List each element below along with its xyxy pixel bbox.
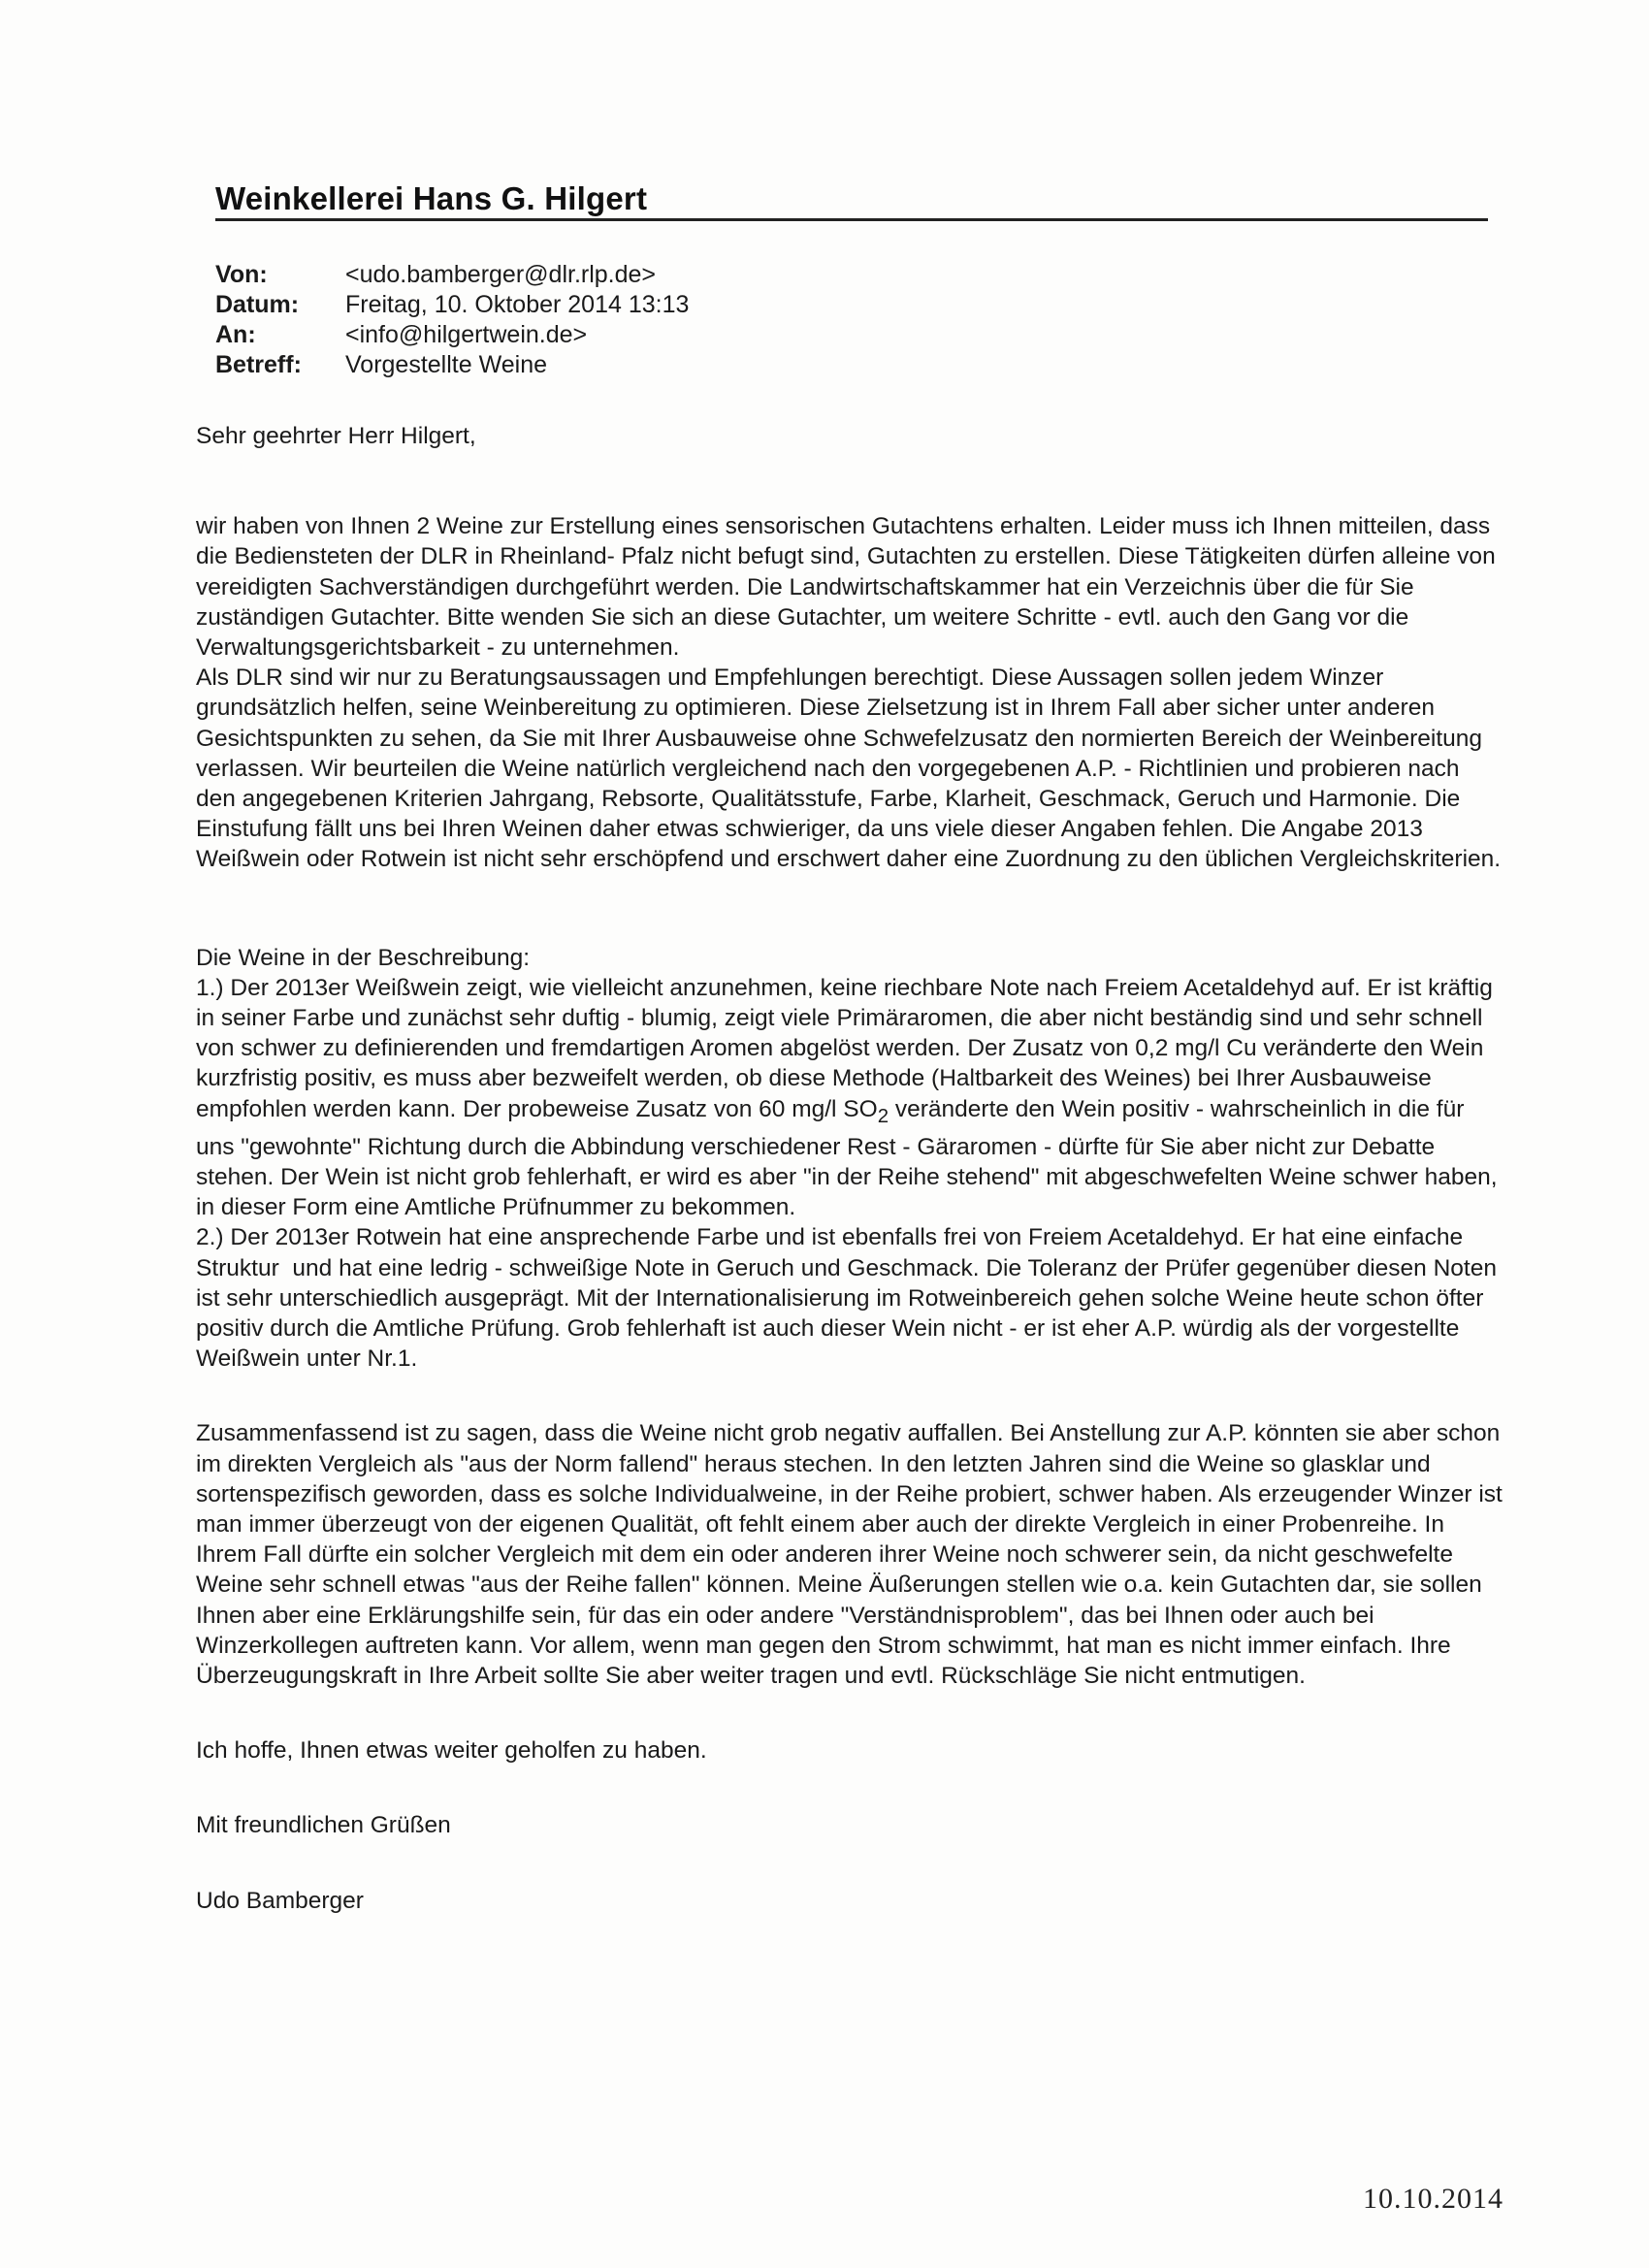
to-value: <info@hilgertwein.de>	[345, 321, 588, 348]
date-label: Datum:	[215, 291, 300, 318]
salutation: Sehr geehrter Herr Hilgert,	[196, 423, 476, 449]
wine-1-description	[196, 973, 1505, 1223]
date-stamp: 10.10.2014	[1363, 2183, 1504, 2215]
closing-greeting: Mit freundlichen Grüßen	[196, 1812, 451, 1839]
from-value: <udo.bamberger@dlr.rlp.de>	[345, 261, 657, 288]
description-heading: Die Weine in der Beschreibung:	[196, 944, 531, 971]
wine-2-description: 2.) Der 2013er Rotwein hat eine ansprechende Farbe und ist ebenfalls frei von Freiem Acetaldehyd. Er hat eine einfache Struktur und hat eine ledrig - schweißige Note in Geruch und Geschmack. Die Toleranz der Prüfer gegenüber diesen Noten ist sehr unterschiedlich ausgeprägt. Mit der Internationalisierung im Rotweinbereich gehen solche Weine heute schon öfter positiv durch die Amtliche Prüfung. Grob fehlerhaft ist auch dieser Wein nicht - er ist eher A.P. würdig als der vorgestellte Weißwein unter Nr.1.	[196, 1224, 1504, 1373]
to-label: An:	[215, 321, 256, 348]
date-value: Freitag, 10. Oktober 2014 13:13	[345, 291, 690, 318]
paragraph-dlr: Als DLR sind wir nur zu Beratungsaussagen und Empfehlungen berechtigt. Diese Aussagen sollen jedem Winzer grundsätzlich helfen, seine Weinbereitung zu optimieren. Diese Zielsetzung ist in Ihrem Fall aber sicher unter anderen Gesichtspunkten zu sehen, da Sie mit Ihrer Ausbauweise ohne Schwefelzusatz den normierten Bereich der Weinbereitung verlassen. Wir beurteilen die Weine natürlich vergleichend nach den vorgegebenen A.P. - Richtlinien und probieren nach den angegebenen Kriterien Jahrgang, Rebsorte, Qualitätsstufe, Farbe, Klarheit, Geschmack, Geruch und Harmonie. Die Einstufung fällt uns bei Ihren Weinen daher etwas schwieriger, da uns viele dieser Angaben fehlen. Die Angabe 2013 Weißwein oder Rotwein ist nicht sehr erschöpfend und erschwert daher eine Zuordnung zu den üblichen Vergleichskriterien.	[196, 664, 1502, 873]
from-label: Von:	[215, 261, 268, 288]
title-divider	[215, 218, 1488, 221]
email-header-subject	[215, 350, 689, 380]
so2-subscript: 2	[877, 1105, 889, 1127]
company-title: Weinkellerei Hans G. Hilgert	[215, 180, 648, 216]
subject-value: Vorgestellte Weine	[345, 351, 547, 378]
subject-label: Betreff:	[215, 351, 302, 378]
email-header-to	[215, 320, 689, 350]
wine-1-text-b: veränderte den Wein positiv - wahrscheinlich in die für uns "gewohnte" Richtung durch die Abbindung verschiedener Rest - Gäraromen - dürfte für Sie aber nicht zur Debatte stehen. Der Wein ist nicht grob fehlerhaft, er wird es aber "in der Reihe stehend" mit abgeschwefelten Weine schwer haben, in dieser Form eine Amtliche Prüfnummer zu bekommen.	[196, 1095, 1504, 1221]
letter-body	[196, 421, 1509, 1916]
summary-paragraph: Zusammenfassend ist zu sagen, dass die Weine nicht grob negativ auffallen. Bei Anstellung zur A.P. könnten sie aber schon im direkten Vergleich als "aus der Norm fallend" heraus stechen. In den letzten Jahren sind die Weine so glasklar und sortenspezifisch geworden, dass es solche Individualweine, in der Reihe probiert, schwer haben. Als erzeugender Winzer ist man immer überzeugt von der eigenen Qualität, oft fehlt einem aber auch der direkte Vergleich in einer Probenreihe. In Ihrem Fall dürfte ein solcher Vergleich mit dem ein oder anderen ihrer Weine noch schwerer sein, da nicht geschwefelte Weine sehr schnell etwas "aus der Reihe fallen" können. Meine Äußerungen stellen wie o.a. kein Gutachten dar, sie sollen Ihnen aber eine Erklärungshilfe sein, für das ein oder andere "Verständnisproblem", das bei Ihnen oder auch bei Winzerkollegen auftreten kann. Vor allem, wenn man gegen den Strom schwimmt, hat man es nicht immer einfach. Ihre Überzeugungskraft in Ihre Arbeit sollte Sie aber weiter tragen und evtl. Rückschläge Sie nicht entmutigen.	[196, 1420, 1509, 1689]
signature: Udo Bamberger	[196, 1887, 364, 1914]
paragraph-intro: wir haben von Ihnen 2 Weine zur Erstellung eines sensorischen Gutachtens erhalten. Leider muss ich Ihnen mitteilen, dass die Bediensteten der DLR in Rheinland- Pfalz nicht befugt sind, Gutachten zu erstellen. Diese Tätigkeiten dürfen alleine von vereidigten Sachverständigen durchgeführt werden. Die Landwirtschaftskammer hat ein Verzeichnis über die für Sie zuständigen Gutachter. Bitte wenden Sie sich an diese Gutachter, um weitere Schritte - evtl. auch den Gang vor die Verwaltungsgerichtsbarkeit - zu unternehmen.	[196, 513, 1503, 662]
email-header-date	[215, 290, 689, 320]
wine-1-text-a: 1.) Der 2013er Weißwein zeigt, wie vielleicht anzunehmen, keine riechbare Note nach Freiem Acetaldehyd auf. Er ist kräftig in seiner Farbe und zunächst sehr duftig - blumig, zeigt viele Primäraromen, die aber nicht beständig sind und sehr schnell von schwer zu definierenden und fremdartigen Aromen abgelöst werden. Der Zusatz von 0,2 mg/l Cu veränderte den Wein kurzfristig positiv, es muss aber bezweifelt werden, ob diese Methode (Haltbarkeit des Weines) bei Ihrer Ausbauweise empfohlen werden kann. Der probeweise Zusatz von 60 mg/l SO	[196, 974, 1500, 1122]
email-header-from	[215, 260, 689, 290]
email-header	[215, 260, 689, 380]
closing-hope: Ich hoffe, Ihnen etwas weiter geholfen zu haben.	[196, 1737, 707, 1765]
